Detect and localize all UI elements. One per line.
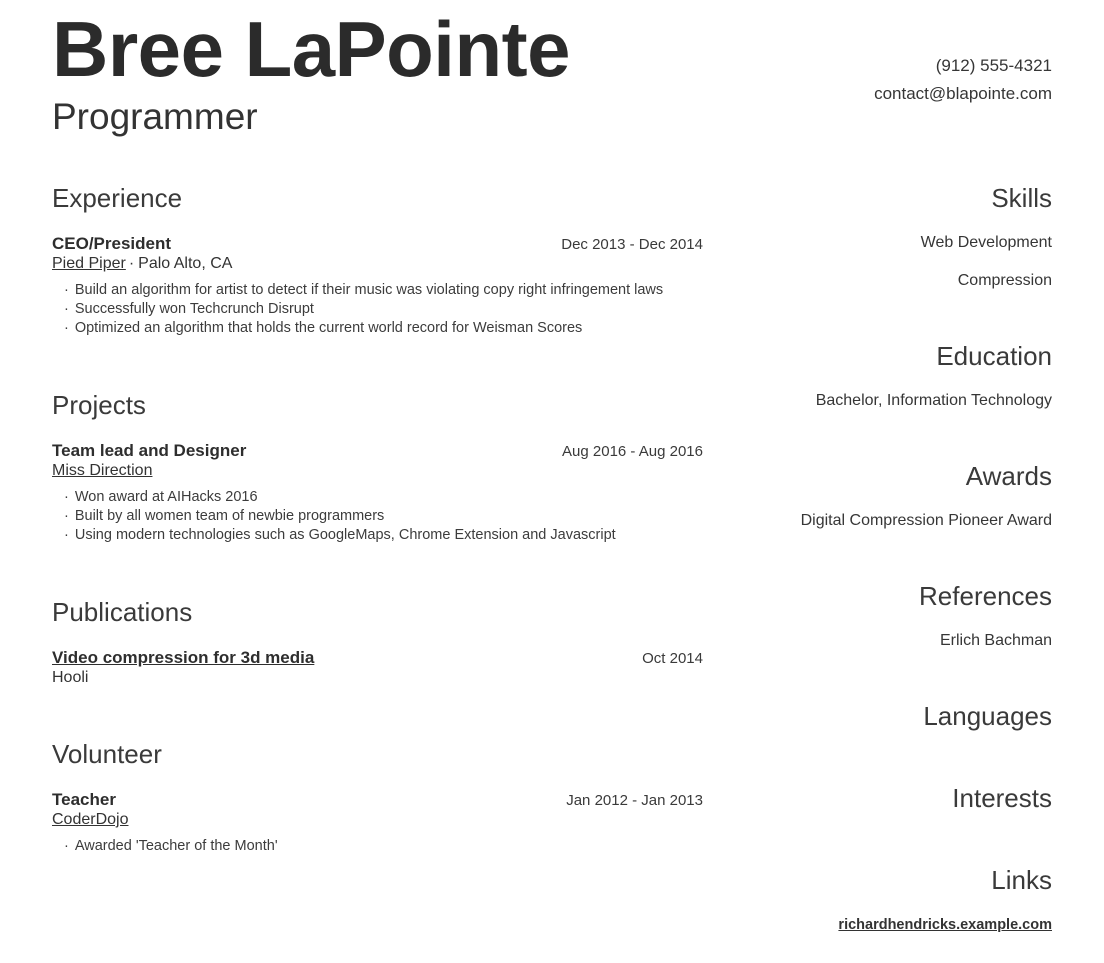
entry-subtitle: [52, 810, 703, 829]
entry-date: Oct 2014: [642, 650, 703, 668]
section-languages: [752, 701, 1052, 752]
entry-head: [52, 441, 703, 461]
entry-subtitle: [52, 461, 703, 480]
section-publications: [52, 597, 703, 687]
volunteer-heading: Volunteer: [52, 739, 162, 770]
entry-head: [52, 648, 703, 668]
bullet-item: [64, 281, 703, 300]
bullet-glyph: ·: [64, 320, 69, 337]
section-awards: [752, 461, 1052, 550]
publisher-name: Hooli: [52, 669, 89, 687]
reference-item: Erlich Bachman: [939, 632, 1052, 650]
education-heading: Education: [936, 341, 1052, 372]
bullet-glyph: ·: [64, 282, 69, 299]
bullet-text: Using modern technologies such as GoogleMaps, Chrome Extension and Javascript: [74, 527, 616, 544]
award-item: Digital Compression Pioneer Award: [800, 512, 1052, 530]
organization-link[interactable]: CoderDojo: [52, 811, 129, 829]
bullet-glyph: ·: [64, 527, 69, 544]
bullet-item: [64, 507, 703, 526]
bullet-item: [64, 319, 703, 338]
bullet-item: [64, 837, 703, 856]
bullet-item: [64, 300, 703, 319]
entry-head: [52, 234, 703, 254]
publication-entry: [52, 648, 703, 687]
entry-title: Team lead and Designer: [52, 441, 247, 461]
skills-heading: Skills: [991, 183, 1052, 214]
skill-item: Web Development: [920, 234, 1052, 252]
header: [52, 6, 1052, 139]
languages-heading: Languages: [923, 701, 1052, 732]
experience-entry: [52, 234, 703, 338]
main-column: [52, 183, 703, 908]
bullet-item: [64, 526, 703, 545]
references-heading: References: [919, 581, 1052, 612]
contact-info: [874, 52, 1052, 139]
section-interests: [752, 783, 1052, 834]
section-references: [752, 581, 1052, 670]
company-link[interactable]: Pied Piper: [52, 255, 126, 273]
projects-heading: Projects: [52, 390, 146, 421]
bullet-text: Won award at AIHacks 2016: [74, 489, 258, 506]
entry-location: Palo Alto, CA: [138, 255, 233, 273]
experience-heading: Experience: [52, 183, 183, 214]
header-identity: [52, 6, 570, 139]
separator-dot: ·: [128, 255, 135, 273]
interests-heading: Interests: [952, 783, 1052, 814]
bullet-text: Built by all women team of newbie programmers: [74, 508, 385, 525]
bullet-glyph: ·: [64, 508, 69, 525]
person-title: Programmer: [52, 96, 258, 138]
section-education: [752, 341, 1052, 430]
entry-head: [52, 790, 703, 810]
section-skills: [752, 183, 1052, 310]
content-columns: [52, 183, 1052, 963]
entry-title: CEO/President: [52, 234, 172, 254]
email-address: contact@blapointe.com: [874, 84, 1052, 103]
person-name: Bree LaPointe: [52, 5, 570, 93]
skill-item: Compression: [957, 272, 1052, 290]
project-link[interactable]: Miss Direction: [52, 462, 153, 480]
entry-subtitle: [52, 254, 703, 273]
project-entry: [52, 441, 703, 545]
section-experience: [52, 183, 703, 338]
awards-heading: Awards: [965, 461, 1052, 492]
volunteer-entry: [52, 790, 703, 856]
section-links: [752, 865, 1052, 954]
bullet-text: Successfully won Techcrunch Disrupt: [74, 301, 314, 318]
bullet-glyph: ·: [64, 838, 69, 855]
bullet-list: [52, 837, 703, 856]
entry-title: Teacher: [52, 790, 116, 810]
bullet-glyph: ·: [64, 301, 69, 318]
education-item: Bachelor, Information Technology: [815, 392, 1052, 410]
bullet-text: Awarded 'Teacher of the Month': [74, 838, 278, 855]
publication-title-link[interactable]: Video compression for 3d media: [52, 648, 315, 668]
bullet-list: [52, 281, 703, 338]
section-volunteer: [52, 739, 703, 856]
bullet-item: [64, 488, 703, 507]
links-heading: Links: [991, 865, 1052, 896]
website-link[interactable]: richardhendricks.example.com: [838, 917, 1052, 934]
bullet-list: [52, 488, 703, 545]
bullet-text: Build an algorithm for artist to detect if their music was violating copy right infringement laws: [74, 282, 664, 299]
publications-heading: Publications: [52, 597, 193, 628]
entry-date: Dec 2013 - Dec 2014: [561, 236, 703, 254]
phone-number: (912) 555-4321: [935, 56, 1052, 75]
bullet-text: Optimized an algorithm that holds the current world record for Weisman Scores: [74, 320, 583, 337]
entry-date: Jan 2012 - Jan 2013: [566, 792, 703, 810]
entry-date: Aug 2016 - Aug 2016: [562, 443, 703, 461]
section-projects: [52, 390, 703, 545]
bullet-glyph: ·: [64, 489, 69, 506]
side-column: [752, 183, 1052, 963]
